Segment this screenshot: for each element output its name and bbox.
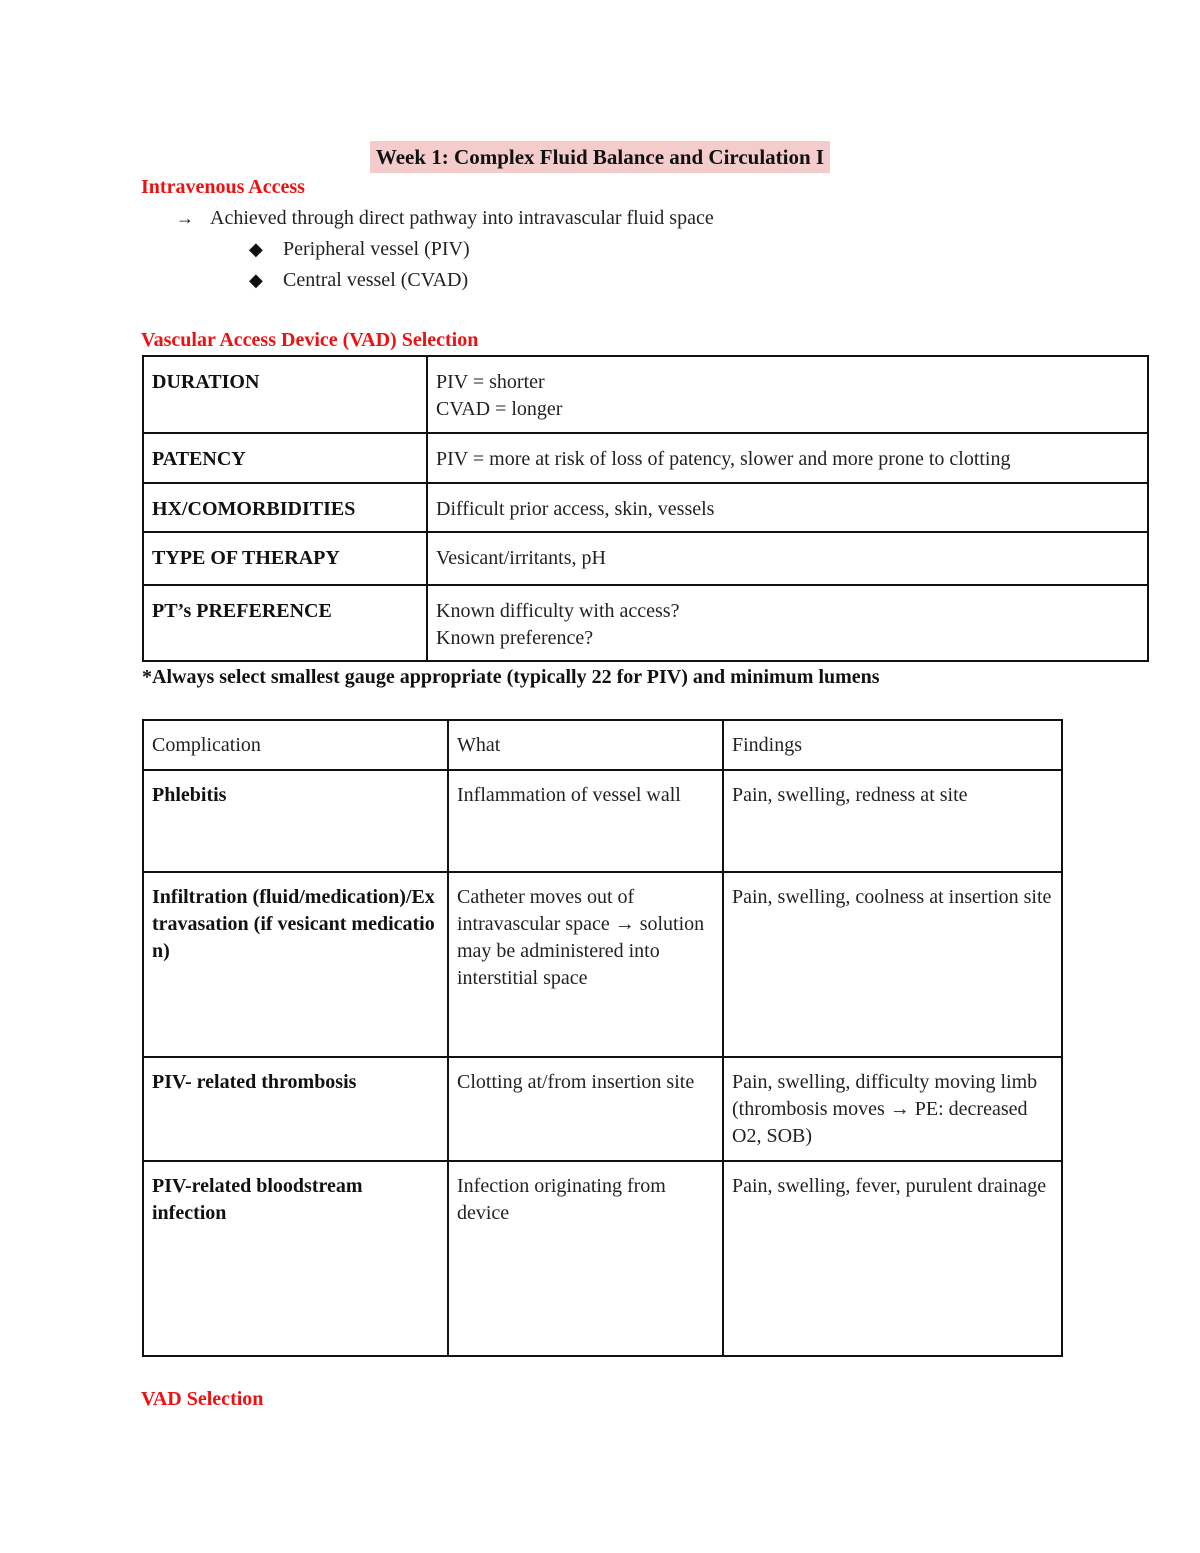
complication-findings: Pain, swelling, difficulty moving limb (thrombosis moves → PE: decreased O2, SOB): [723, 1057, 1062, 1161]
vad-key: PATENCY: [143, 433, 427, 483]
vad-key: TYPE OF THERAPY: [143, 532, 427, 585]
vad-value-line: Known difficulty with access?: [436, 600, 680, 622]
table-row: [143, 585, 1148, 661]
arrow-icon: →: [176, 208, 194, 228]
table-row: [143, 483, 1148, 532]
table-row: [143, 356, 1148, 433]
complication-findings: Pain, swelling, redness at site: [723, 770, 1062, 872]
vad-value: [427, 433, 1148, 483]
vad-value-line: PIV = more at risk of loss of patency, slower and more prone to clotting: [436, 448, 1011, 470]
complication-what: Infection originating from device: [448, 1161, 723, 1356]
column-header: Complication: [143, 720, 448, 770]
gauge-note: *Always select smallest gauge appropriate (typically 22 for PIV) and minimum lumens: [142, 666, 880, 688]
table-row: [143, 770, 1062, 872]
table-row: [143, 1161, 1062, 1356]
bullet-pathway: [176, 205, 714, 231]
sub-bullet-cvad: [249, 267, 468, 293]
page-title-wrapper: [0, 141, 1200, 173]
sub-bullet-piv-text: Peripheral vessel (PIV): [283, 238, 470, 260]
complication-name: PIV-related bloodstream infection: [143, 1161, 448, 1356]
column-header: What: [448, 720, 723, 770]
vad-value-line: Known preference?: [436, 627, 594, 649]
vad-value-line: Difficult prior access, skin, vessels: [436, 498, 715, 520]
diamond-icon: ◆: [249, 239, 263, 259]
vad-value: [427, 483, 1148, 532]
heading-vad-selection-2: VAD Selection: [141, 1388, 264, 1410]
column-header: Findings: [723, 720, 1062, 770]
vad-selection-table: [142, 355, 1149, 662]
complication-name: Infiltration (fluid/medication)/Extravasation (if vesicant medication): [143, 872, 448, 1057]
table-header-row: [143, 720, 1062, 770]
vad-value: [427, 356, 1148, 433]
heading-intravenous-access: Intravenous Access: [141, 176, 305, 198]
heading-vad-selection: Vascular Access Device (VAD) Selection: [141, 329, 479, 351]
table-row: [143, 1057, 1062, 1161]
sub-bullet-piv: [249, 236, 470, 262]
bullet-pathway-text: Achieved through direct pathway into intravascular fluid space: [210, 207, 714, 229]
table-row: [143, 532, 1148, 585]
sub-bullet-cvad-text: Central vessel (CVAD): [283, 269, 469, 291]
complication-name: PIV- related thrombosis: [143, 1057, 448, 1161]
complication-what: Clotting at/from insertion site: [448, 1057, 723, 1161]
page-title: Week 1: Complex Fluid Balance and Circulation I: [370, 141, 830, 173]
complication-findings: Pain, swelling, fever, purulent drainage: [723, 1161, 1062, 1356]
vad-value: [427, 532, 1148, 585]
vad-value-line: CVAD = longer: [436, 398, 563, 420]
diamond-icon: ◆: [249, 270, 263, 290]
vad-key: PT’s PREFERENCE: [143, 585, 427, 661]
vad-key: DURATION: [143, 356, 427, 433]
complication-name: Phlebitis: [143, 770, 448, 872]
complication-what: Inflammation of vessel wall: [448, 770, 723, 872]
table-row: [143, 433, 1148, 483]
vad-value-line: PIV = shorter: [436, 371, 545, 393]
table-row: [143, 872, 1062, 1057]
vad-value: [427, 585, 1148, 661]
vad-key: HX/COMORBIDITIES: [143, 483, 427, 532]
complications-table: [142, 719, 1063, 1357]
complication-findings: Pain, swelling, coolness at insertion site: [723, 872, 1062, 1057]
complication-what: Catheter moves out of intravascular space → solution may be administered into interstitial space: [448, 872, 723, 1057]
vad-value-line: Vesicant/irritants, pH: [436, 547, 606, 569]
